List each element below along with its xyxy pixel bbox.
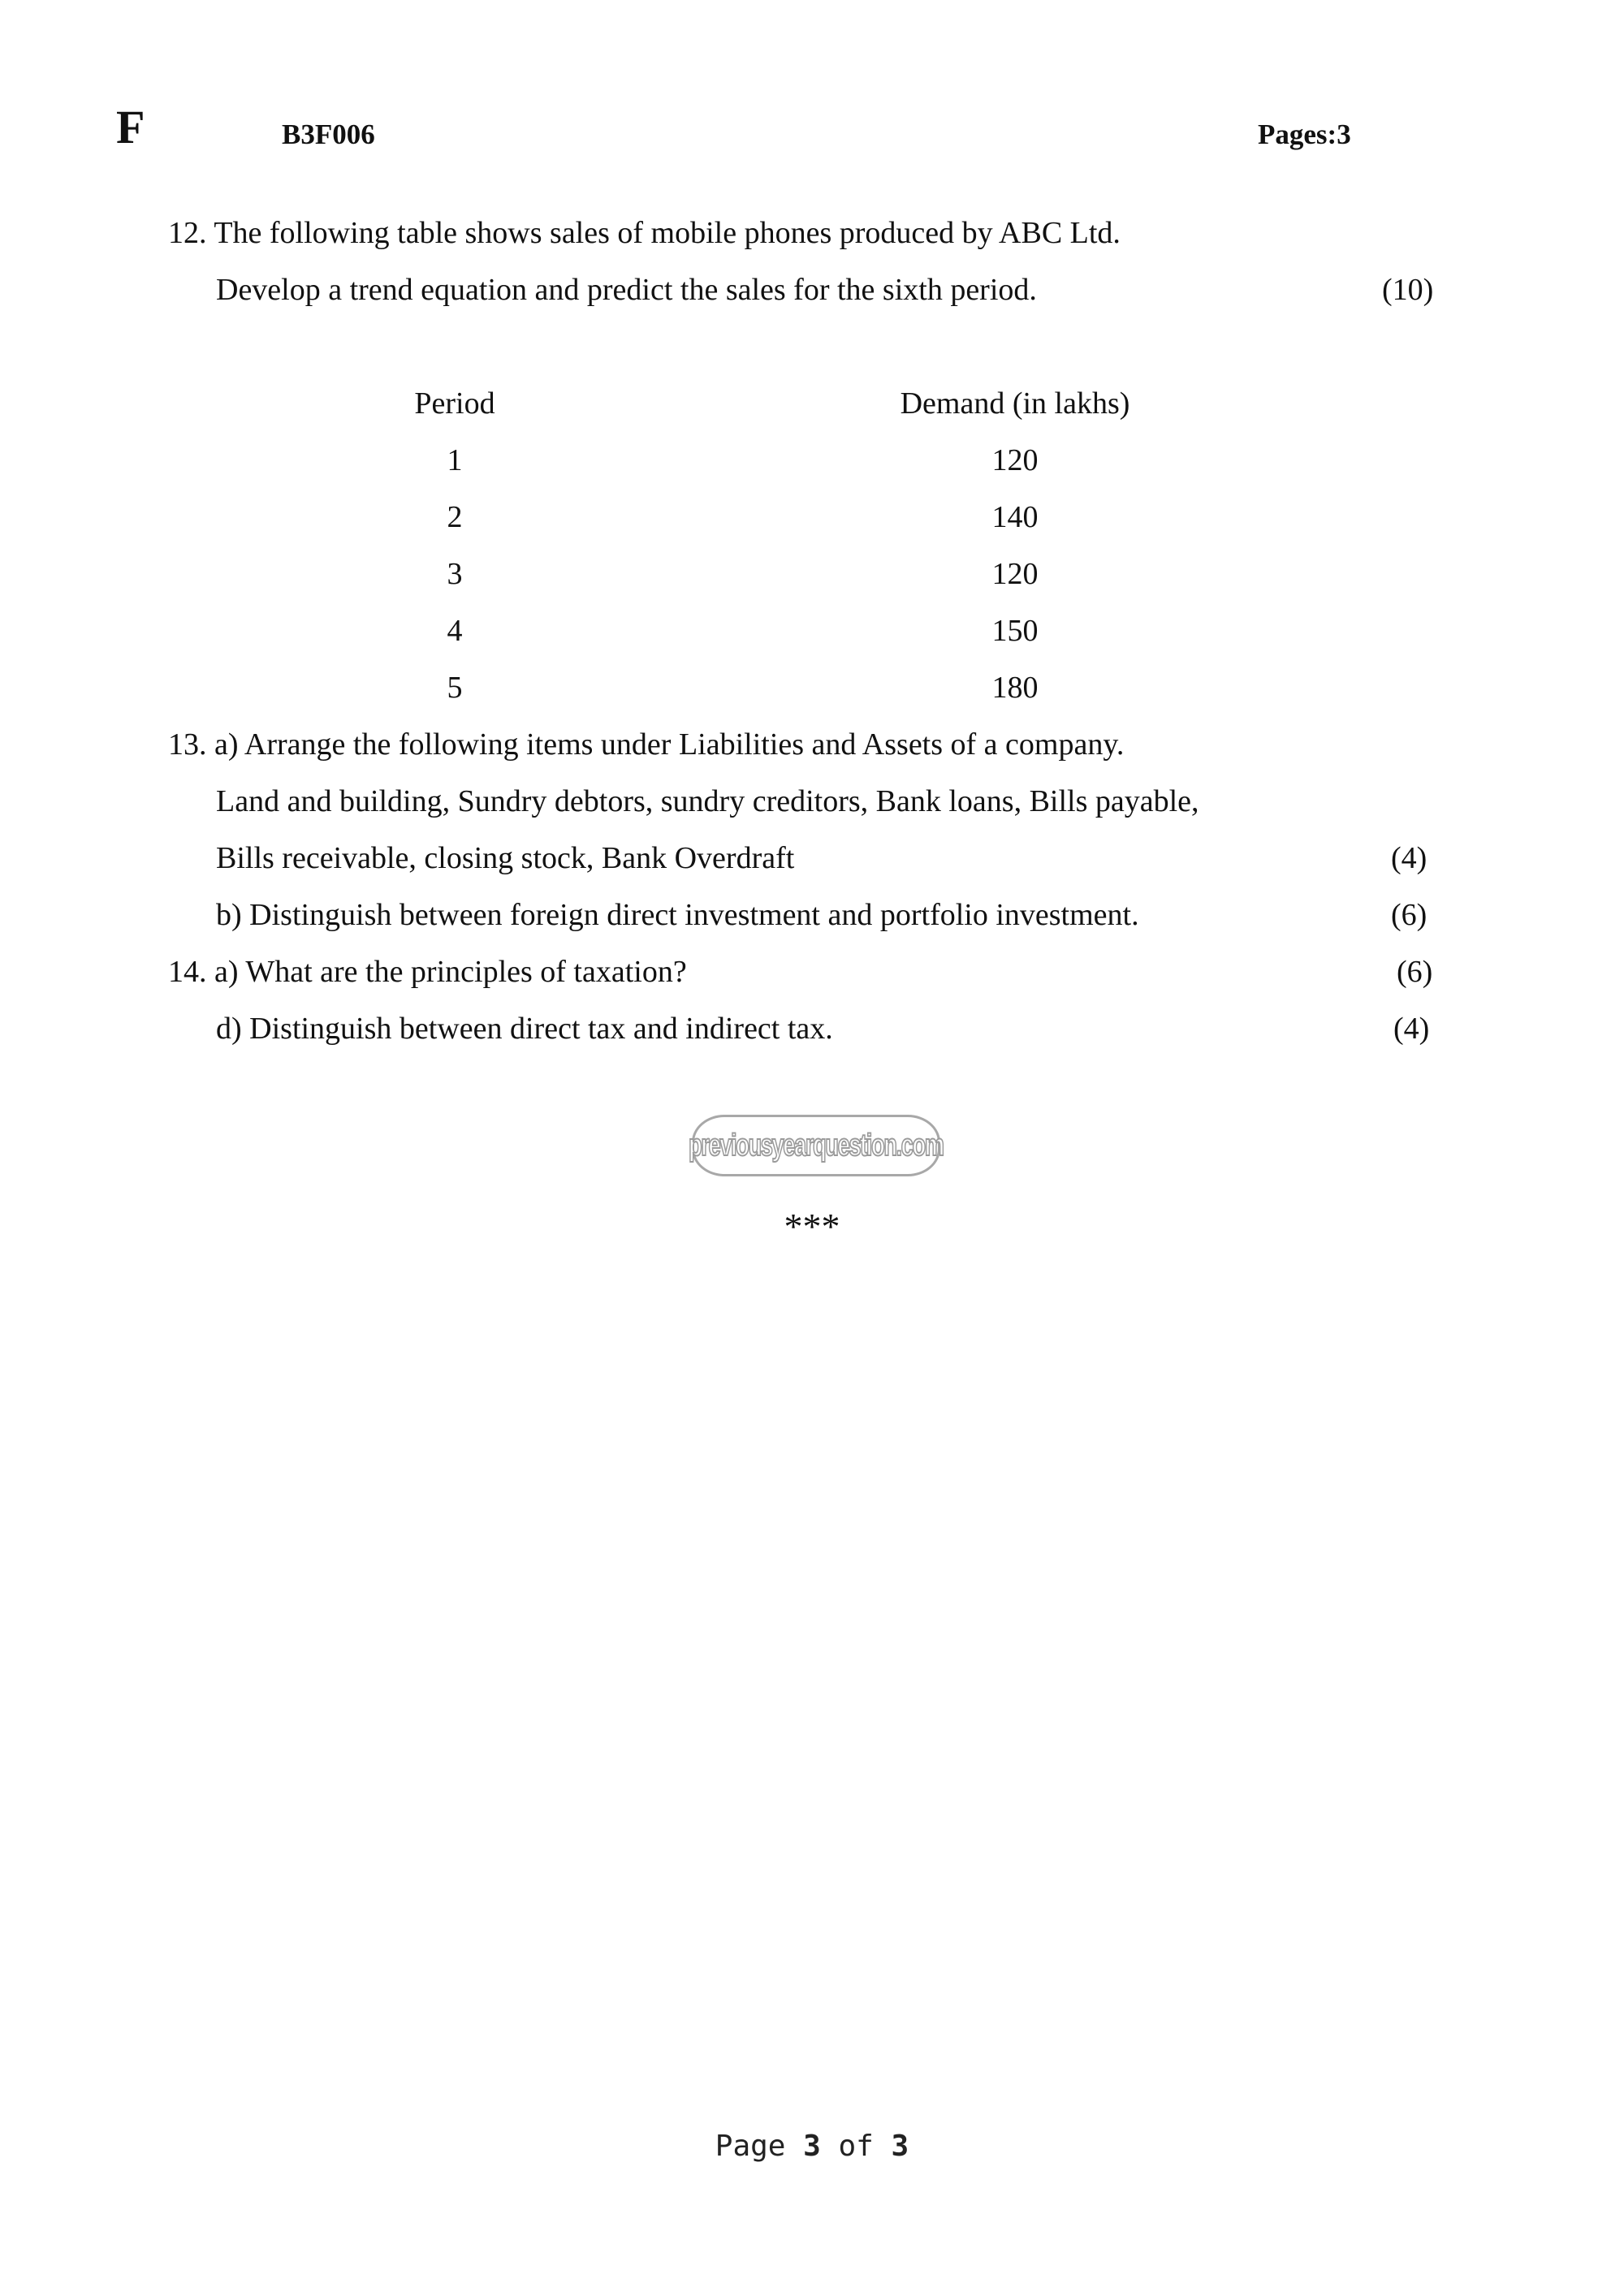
- footer-prefix: Page: [715, 2130, 804, 2163]
- q13-part-b: b) Distinguish between foreign direct investment and portfolio investment.: [216, 898, 1139, 932]
- table-cell: 4: [447, 614, 463, 648]
- q13-line-2: Land and building, Sundry debtors, sundry creditors, Bank loans, Bills payable,: [216, 784, 1199, 818]
- q13a-marks: (4): [1391, 841, 1427, 875]
- page-footer: [0, 2132, 1624, 2161]
- watermark-text: previousyearquestion.com: [689, 1128, 944, 1163]
- q14-line-1: 14. a) What are the principles of taxation?: [168, 955, 687, 989]
- table-cell: 2: [447, 500, 463, 534]
- paper-code: B3F006: [282, 119, 375, 150]
- table-cell: 1: [447, 443, 463, 477]
- footer-current-page: 3: [803, 2130, 821, 2163]
- paper-set-letter: F: [116, 101, 145, 153]
- table-cell: 3: [447, 557, 463, 591]
- table-cell: 180: [991, 671, 1039, 705]
- watermark-logo: [689, 1115, 944, 1176]
- table-header-demand: Demand (in lakhs): [900, 386, 1130, 421]
- q13-line-3: Bills receivable, closing stock, Bank Overdraft: [216, 841, 795, 875]
- q12-marks: (10): [1382, 273, 1434, 307]
- table-cell: 140: [991, 500, 1039, 534]
- table-cell: 5: [447, 671, 463, 705]
- q13-line-1: 13. a) Arrange the following items under Liabilities and Assets of a company.: [168, 727, 1125, 762]
- q14-part-d: d) Distinguish between direct tax and indirect tax.: [216, 1012, 833, 1046]
- page-count: Pages:3: [1258, 119, 1351, 150]
- q12-line-1: 12. The following table shows sales of mobile phones produced by ABC Ltd.: [168, 216, 1121, 250]
- q14d-marks: (4): [1393, 1012, 1430, 1046]
- table-cell: 120: [991, 443, 1039, 477]
- q13b-marks: (6): [1391, 898, 1427, 932]
- footer-mid: of: [820, 2130, 892, 2163]
- table-cell: 120: [991, 557, 1039, 591]
- footer-total-pages: 3: [891, 2130, 909, 2163]
- q14a-marks: (6): [1397, 955, 1433, 989]
- q12-line-2: Develop a trend equation and predict the sales for the sixth period.: [216, 273, 1037, 307]
- end-marker: ***: [784, 1206, 840, 1247]
- table-cell: 150: [991, 614, 1039, 648]
- table-header-period: Period: [414, 386, 495, 421]
